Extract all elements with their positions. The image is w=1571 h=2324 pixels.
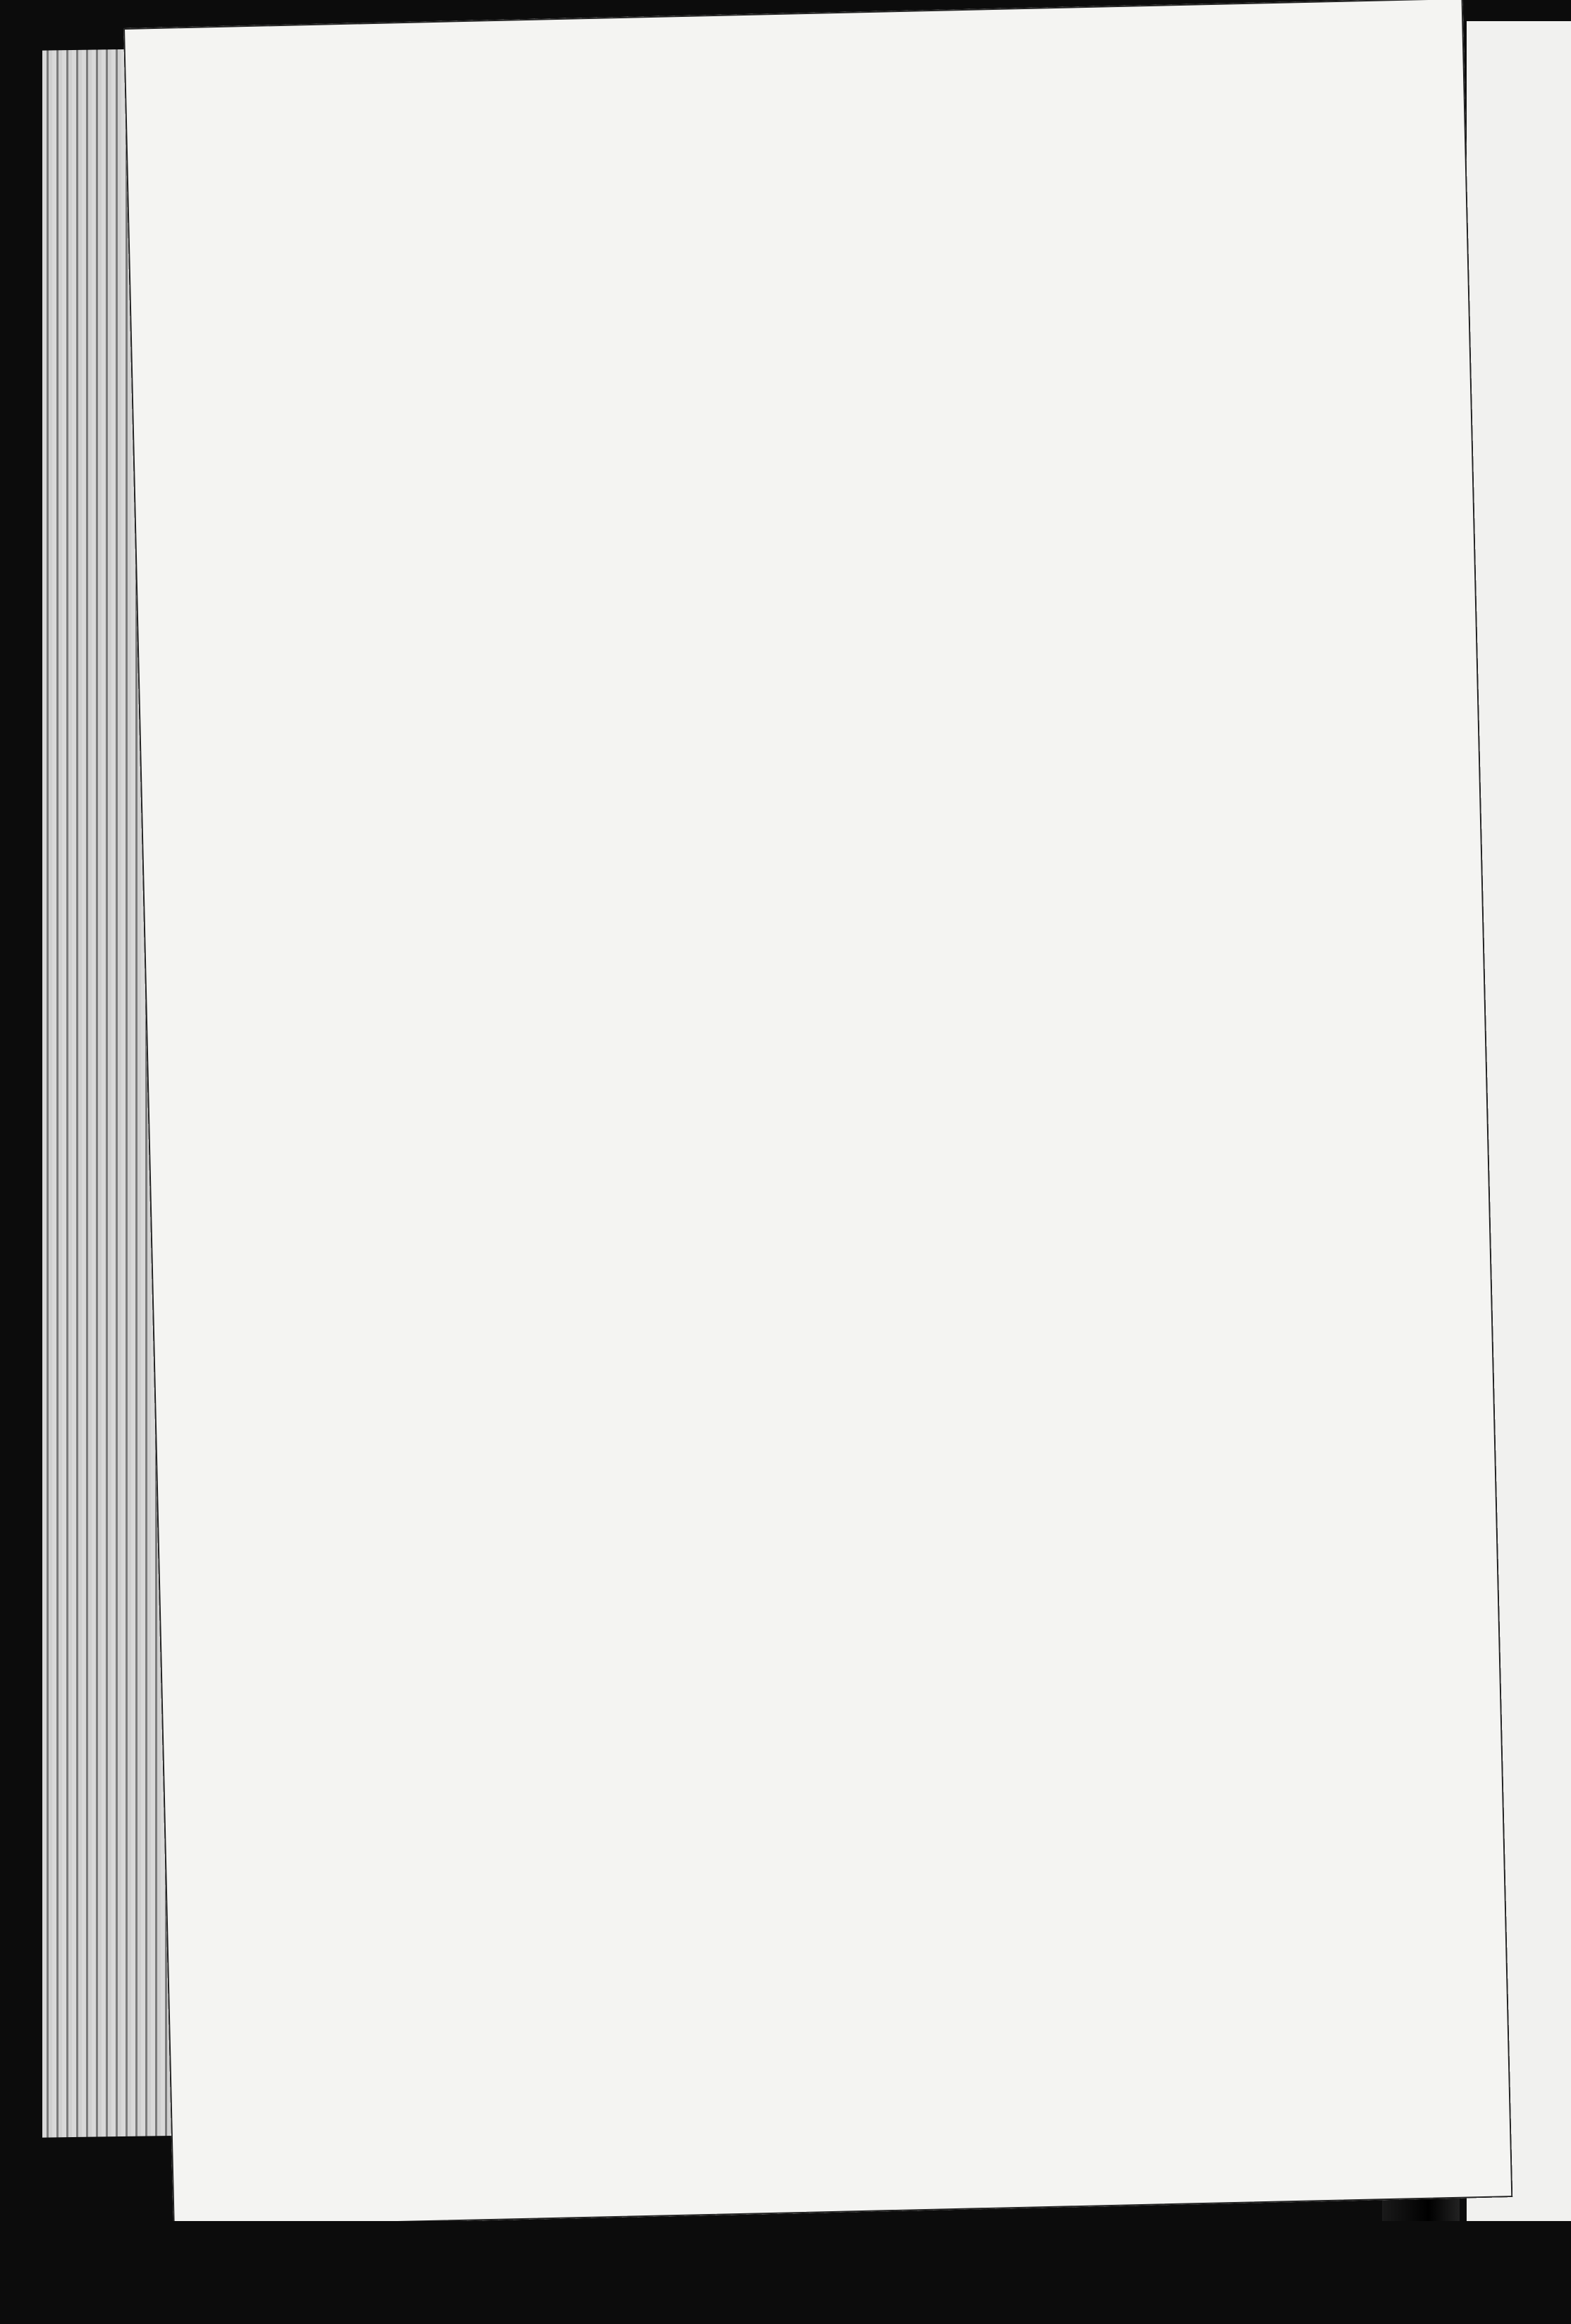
scan-bottom-border bbox=[0, 2221, 1571, 2324]
book-page bbox=[123, 0, 1512, 2227]
page-body-text bbox=[223, 186, 1414, 213]
